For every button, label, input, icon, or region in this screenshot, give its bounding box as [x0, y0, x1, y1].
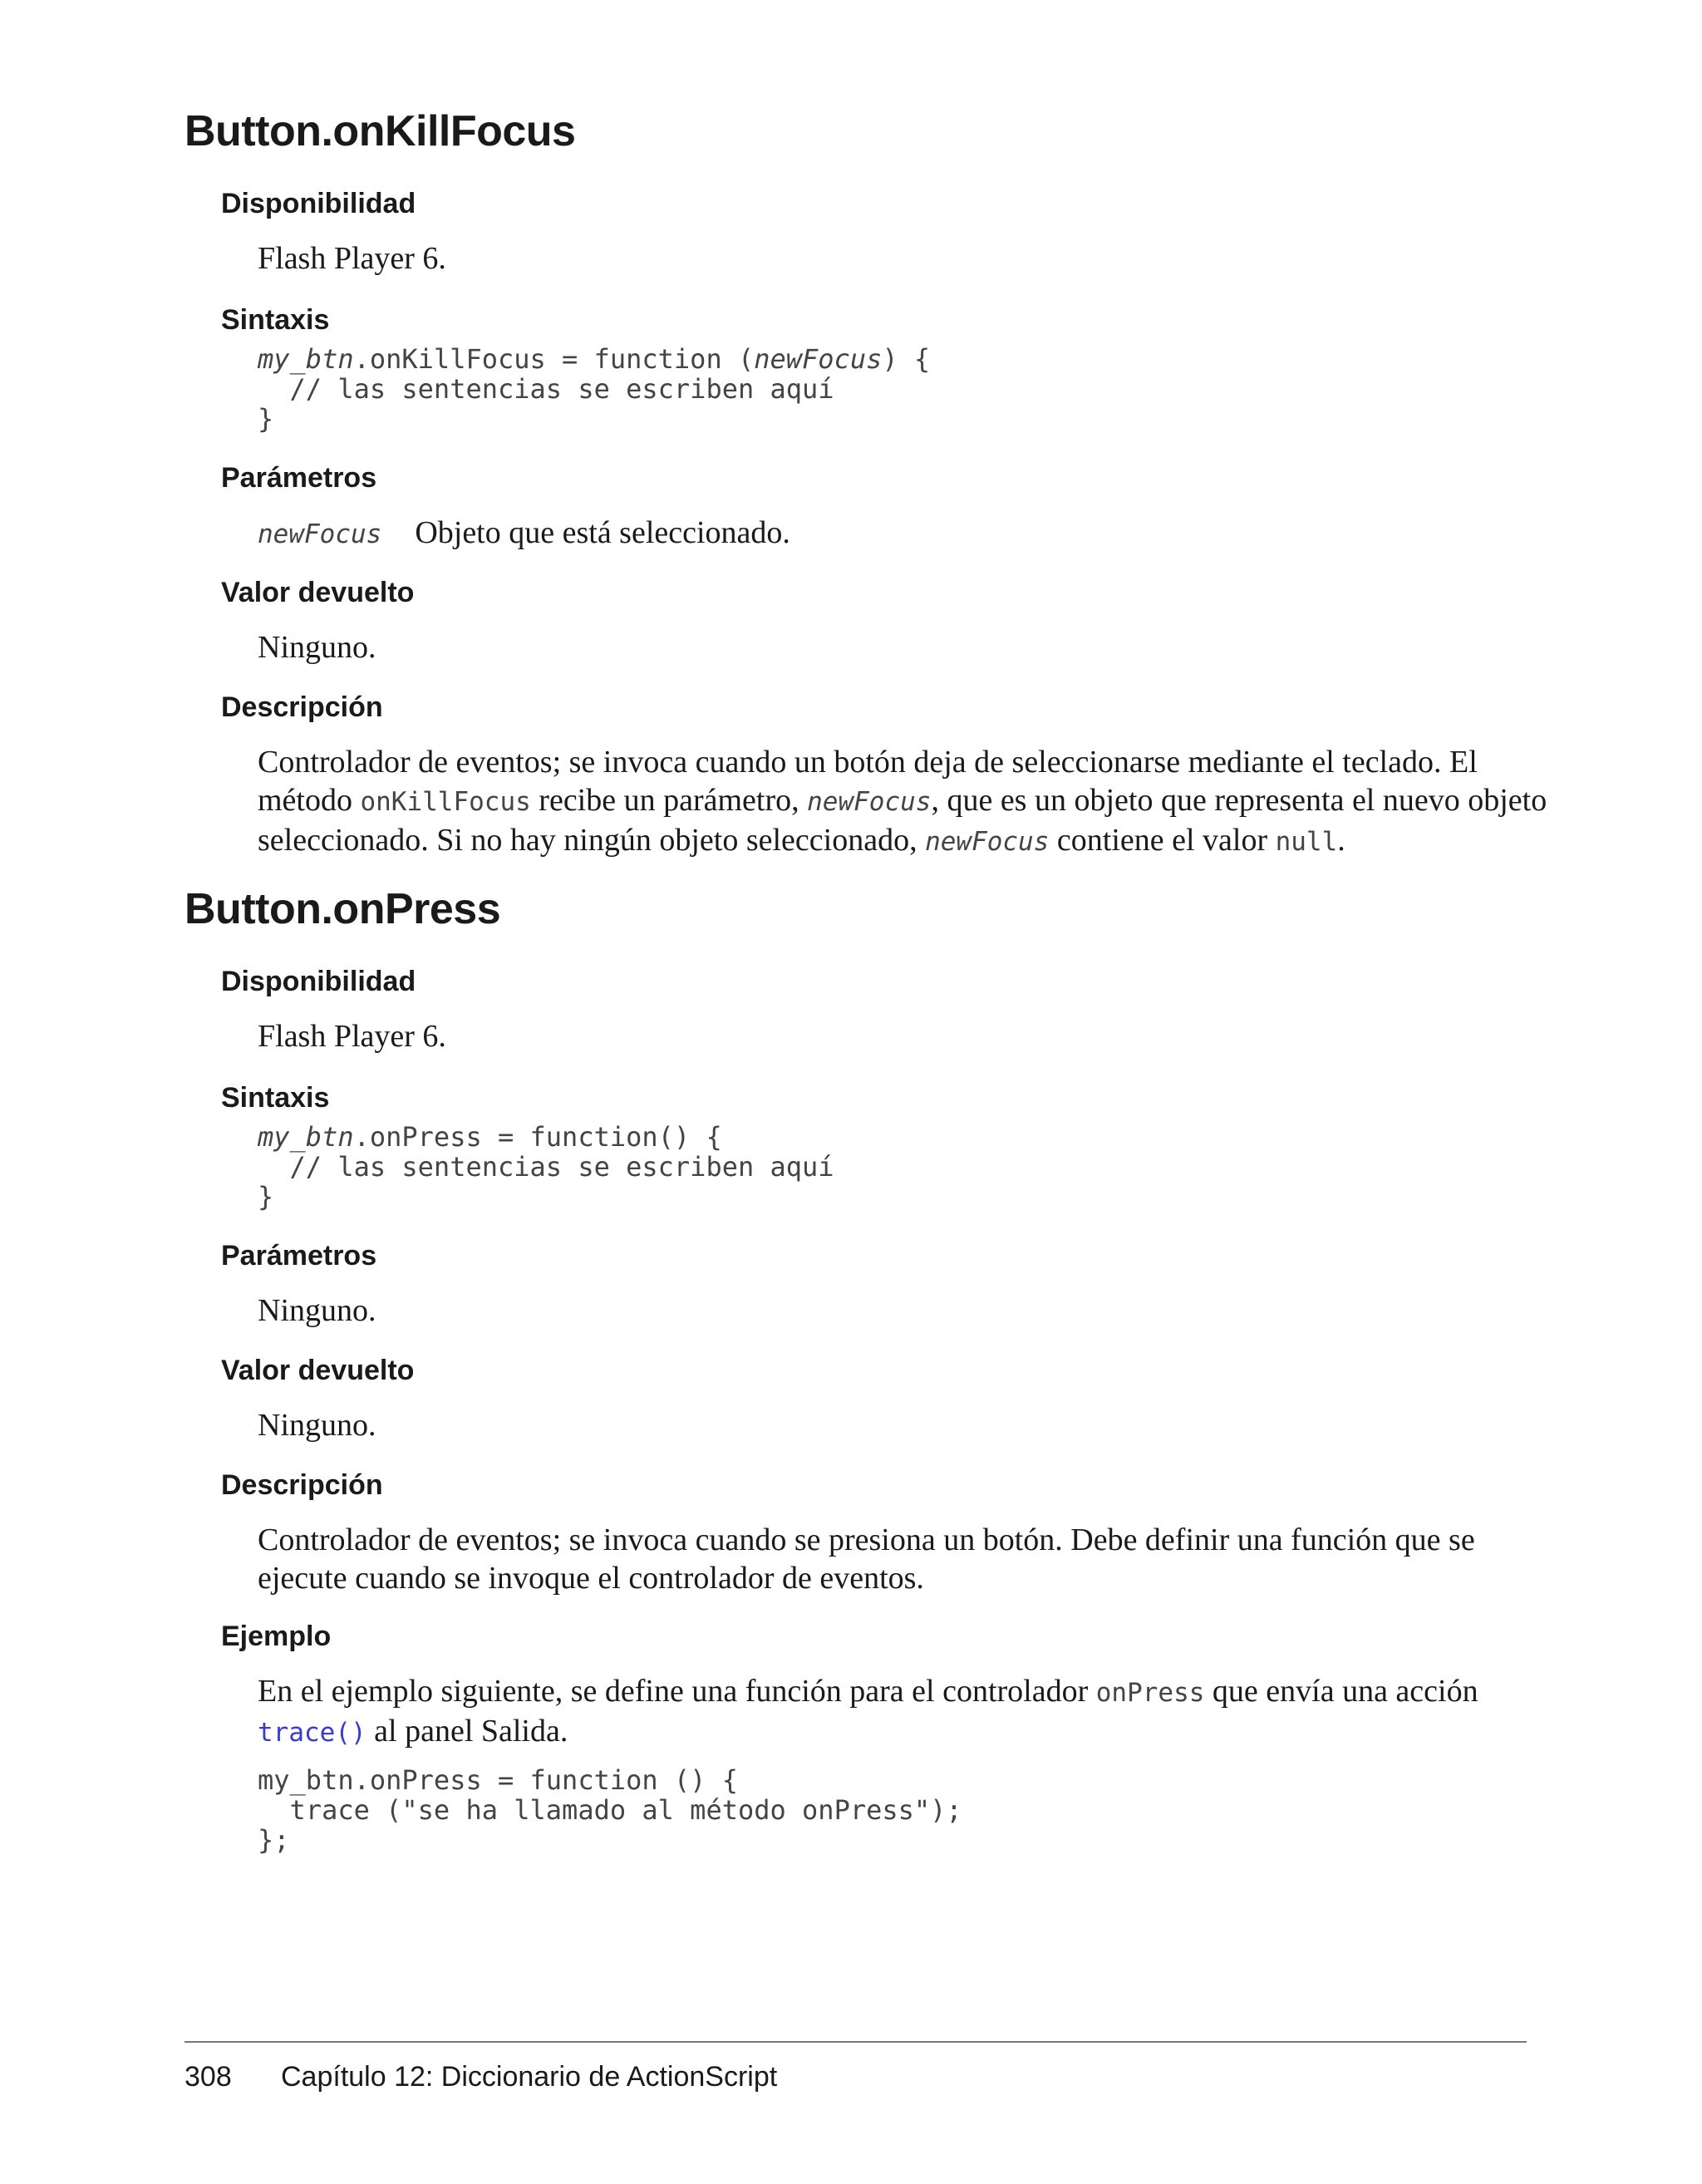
description-text: Controlador de eventos; se invoca cuando se presiona un botón. Debe definir una función que se ejecute cuando se invoque el controlador de eventos. — [258, 1522, 1475, 1596]
syntax-code-block — [258, 1122, 834, 1212]
inline-code: onPress — [1095, 1678, 1205, 1708]
example-fragment: que envía una acción — [1204, 1674, 1478, 1709]
code-object-name: my_btn — [258, 1121, 354, 1153]
code-object-name: my_btn — [258, 343, 354, 375]
code-text: } — [258, 1181, 274, 1213]
description-fragment: . — [1337, 823, 1345, 858]
parameter-name: newFocus — [258, 519, 382, 549]
return-value-text: Ninguno. — [258, 630, 376, 665]
code-line: my_btn.onPress = function () { — [258, 1764, 738, 1796]
example-fragment: En el ejemplo siguiente, se define una función para el controlador — [258, 1674, 1096, 1709]
parameters-heading: Parámetros — [221, 1240, 377, 1272]
availability-heading: Disponibilidad — [221, 188, 416, 219]
section-title-onpress: Button.onPress — [184, 885, 501, 933]
syntax-code-block — [258, 344, 930, 434]
parameters-text: Ninguno. — [258, 1293, 376, 1328]
chapter-title: Capítulo 12: Diccionario de ActionScript — [281, 2061, 778, 2093]
description-fragment: contiene el valor — [1049, 823, 1276, 858]
return-value-heading: Valor devuelto — [221, 577, 415, 608]
code-param: newFocus — [754, 343, 883, 375]
inline-code: newFocus — [925, 827, 1050, 857]
return-value-text: Ninguno. — [258, 1408, 376, 1443]
page-number: 308 — [184, 2061, 232, 2093]
code-line: trace ("se ha llamado al método onPress"); — [258, 1794, 962, 1826]
description-fragment: Controlador de eventos; se invoca cuando un botón deja de seleccionarse mediante el teclado. El método — [258, 745, 1478, 818]
code-text: .onKillFocus = function ( — [353, 343, 755, 375]
description-heading: Descripción — [221, 1469, 383, 1501]
availability-text: Flash Player 6. — [258, 241, 446, 276]
section-title-onkillfocus: Button.onKillFocus — [184, 107, 576, 155]
example-text — [258, 1672, 1554, 1752]
inline-code: newFocus — [807, 787, 932, 817]
description-fragment: , que es un objeto que representa el nuevo objeto seleccionado. Si no hay ningún objeto seleccionado, — [258, 783, 1547, 858]
description-heading: Descripción — [221, 691, 383, 723]
description-text — [258, 743, 1554, 861]
code-text: ) { — [882, 343, 931, 375]
return-value-heading: Valor devuelto — [221, 1355, 415, 1386]
parameters-heading: Parámetros — [221, 462, 377, 494]
parameter-description: Objeto que está seleccionado. — [415, 515, 790, 550]
example-code-block — [258, 1765, 962, 1855]
code-line: }; — [258, 1824, 290, 1856]
code-comment: // las sentencias se escriben aquí — [258, 1151, 834, 1183]
inline-code: null — [1275, 827, 1338, 857]
trace-link[interactable]: trace() — [258, 1718, 366, 1748]
availability-text: Flash Player 6. — [258, 1019, 446, 1054]
example-heading: Ejemplo — [221, 1621, 332, 1652]
syntax-heading: Sintaxis — [221, 1082, 330, 1114]
availability-heading: Disponibilidad — [221, 966, 416, 997]
parameter-row — [258, 514, 790, 553]
code-text: } — [258, 403, 274, 435]
syntax-heading: Sintaxis — [221, 304, 330, 336]
description-fragment: recibe un parámetro, — [530, 783, 808, 818]
code-text: .onPress = function() { — [353, 1121, 722, 1153]
code-comment: // las sentencias se escriben aquí — [258, 373, 834, 405]
footer-divider — [184, 2041, 1527, 2043]
inline-code: onKillFocus — [360, 787, 531, 817]
example-fragment: al panel Salida. — [366, 1714, 568, 1749]
